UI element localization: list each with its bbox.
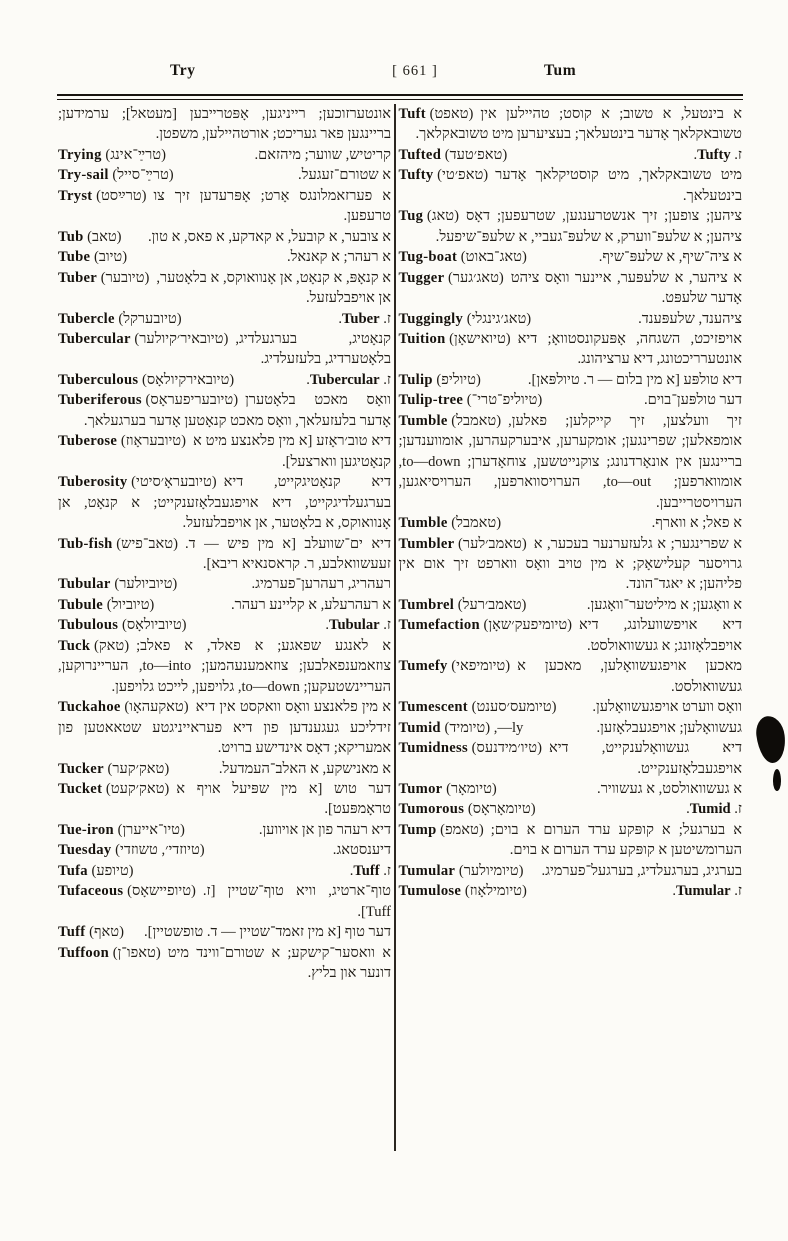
headword-text: Tulip: [398, 371, 433, 388]
entry-cross-reference: Tuber: [342, 310, 380, 327]
entry-definition: א לאנגע שפאגע; א פאלד, א פאלב; צוזאמענפאלבען; צוזאמענעהמען; to—into, העריינרוקען, העריינשטעקען; to—down, גלויפען, לייכט גלויפען.: [58, 637, 391, 695]
entry-definition: ציהענד, שלעפּענד.: [638, 310, 742, 327]
dictionary-entry: [58, 881, 391, 922]
entry-transliteration: (טיוביולער): [110, 576, 178, 593]
entry-definition: ז. Tumular.: [672, 883, 742, 900]
ink-blot-large: [754, 714, 788, 764]
entry-transliteration: (טיובאירקיולאָס): [138, 371, 235, 388]
headword-text: Tuesday: [58, 842, 112, 859]
entry-headword: [58, 861, 134, 881]
headword-text: Tumorous: [398, 801, 465, 818]
headword-text: Tuition: [398, 330, 446, 347]
entry-transliteration: (טיומיפאי): [447, 658, 511, 675]
entry-headword: [399, 165, 489, 185]
entry-transliteration: (טיואישאָן): [445, 330, 511, 347]
dictionary-entry: [399, 615, 743, 656]
entry-transliteration: (טיומילאָוז): [461, 883, 527, 900]
dictionary-entry: [58, 820, 391, 840]
dictionary-entry: [399, 309, 743, 329]
headword-text: Tue-iron: [58, 821, 114, 838]
headword-text: Tuber: [58, 269, 98, 286]
headword-text: Tug: [398, 208, 424, 225]
headword-text: Tumidness: [398, 740, 468, 757]
entry-headword: [399, 779, 497, 799]
dictionary-entry: [399, 104, 743, 145]
headword-text: Trying: [58, 146, 102, 163]
entry-headword: [399, 104, 474, 124]
entry-definition: דער טוש [א מין שפּיעל אויף א טראָמפּעט].: [176, 780, 391, 818]
headword-text: Tuft: [398, 106, 426, 122]
dictionary-entry: [399, 779, 743, 799]
headword-text: Tumulose: [398, 883, 462, 900]
entry-headword: [58, 247, 127, 267]
entry-definition: א קנאָפּ, א קנאָט, אן אָנוואוקס, א בלאָטער, אן אויפבלעזעל.: [156, 269, 391, 307]
entry-headword: [399, 370, 481, 390]
right-column: [399, 104, 743, 1151]
dictionary-entry: [58, 574, 391, 594]
entry-headword: [58, 370, 234, 390]
entry-headword: [58, 881, 196, 901]
entry-transliteration: (טיוליפ): [432, 371, 481, 388]
entry-definition: א מין פלאנצע וואָס וואקסט אין דיא זידליכע געגענדען פון דיא פעראייניגטע שטאאטען פון אמעריקא; דאָס אינדישע ברויט.: [58, 699, 391, 757]
headword-text: Tuberosity: [58, 474, 128, 491]
entry-transliteration: (טאמפ): [436, 821, 484, 838]
entry-definition: קריטיש, שווער; מיהזאם.: [254, 146, 391, 163]
entry-headword: [399, 247, 527, 267]
headword-text: Tubercle: [58, 310, 115, 327]
dictionary-entry: [58, 268, 391, 309]
headword-text: Tuberculous: [58, 371, 139, 388]
dictionary-entry: [58, 104, 391, 145]
headword-text: Tuckahoe: [58, 699, 121, 716]
entry-cross-reference: Tubular: [329, 617, 380, 634]
entry-headword: [58, 186, 146, 206]
dictionary-entry: [58, 861, 391, 881]
entry-headword: [399, 861, 524, 881]
headword-text: Tumefaction: [398, 617, 480, 634]
entry-definition: אונטערזוכען; רייניגען, אָפּטרייבען [מעטאל]; ערמידען; בריינגען פאר געריכט; אורטהיילען, משפטן.: [58, 106, 391, 143]
entry-headword: [58, 574, 177, 594]
entry-transliteration: (טיו־אייערן): [113, 821, 185, 838]
entry-headword: [399, 820, 484, 840]
dictionary-entry: [58, 165, 391, 185]
entry-headword: [399, 329, 511, 349]
entry-definition: ז. Tubercular.: [306, 371, 391, 388]
entry-transliteration: (טאמבל): [447, 515, 502, 532]
entry-headword: [58, 595, 154, 615]
entry-definition: א שפרינגער; א גלעזערנער בעכער, א גרויסער קעלישאָק; א מין טויב וואָס ווארפט זיך אום אין פליהען; א יאגד־הונד.: [398, 535, 742, 593]
entry-headword: [399, 799, 536, 819]
entry-transliteration: (טאב): [83, 228, 122, 245]
entry-headword: [58, 820, 185, 840]
entry-transliteration: (טיובעריפעראָס): [141, 392, 239, 409]
entry-headword: [399, 268, 504, 288]
entry-transliteration: (טאב־פיש): [112, 535, 178, 552]
entry-definition: א בערגעל; א קופּקע ערד הערום א בוים; הערומשיטען א קופּקע ערד הערום א בוים.: [490, 821, 742, 859]
entry-definition: א רעהר; א קאנאל.: [286, 249, 391, 266]
dictionary-entry: [58, 615, 391, 635]
headword-text: Tuck: [58, 637, 91, 654]
headword-text: Tubulous: [58, 617, 119, 634]
dictionary-entry: [58, 390, 391, 431]
entry-transliteration: (טאק): [90, 637, 130, 654]
entry-headword: [58, 779, 169, 799]
headword-text: Tumular: [398, 862, 456, 879]
dictionary-entry: [399, 534, 743, 595]
entry-transliteration: (טאקעהאָו): [120, 699, 189, 716]
entry-headword: [399, 615, 573, 635]
entry-headword: [58, 697, 189, 717]
entry-definition: ז. Tumid.: [686, 801, 742, 818]
entry-headword: [399, 697, 557, 717]
headword-text: Tumble: [398, 515, 448, 532]
dictionary-entry: [399, 799, 743, 819]
entry-definition: מאכען אויפגעשוואָלען, מאכען א געשוואולסט.: [517, 658, 742, 695]
dictionary-entry: [58, 534, 391, 575]
entry-headword: [399, 309, 532, 329]
entry-cross-reference: Tuff: [353, 862, 380, 879]
dictionary-entry: [58, 145, 391, 165]
entry-transliteration: (טיומיולער): [455, 862, 524, 879]
dictionary-entry: [58, 370, 391, 390]
entry-transliteration: (טיוזדי׳, טשוזדי): [111, 842, 205, 859]
entry-definition: דיא טוב׳ראָזע [א מין פלאנצע מיט א קנאָטיגען ווארצעל].: [192, 433, 391, 470]
entry-definition: א ציהער, א שלעפּער, איינער וואָס ציהט אָדער שלעפּט.: [510, 269, 742, 307]
entry-transliteration: (טאף): [85, 924, 124, 941]
headword-text: Tump: [398, 821, 437, 838]
entry-definition: טוף־ארטיג, וויא טוף־שטיין [ז. Tuff].: [202, 883, 391, 920]
guide-word-right: Tum: [544, 62, 577, 79]
entry-definition: וואָס מאכט בלאָטערן אָדער בלעזעלאך, וואָס מאכט קנאָטען אָדער בערגעלאך.: [83, 392, 391, 429]
dictionary-entry: [399, 206, 743, 247]
headword-text: Tumid: [398, 719, 441, 736]
entry-transliteration: (טיובער): [97, 269, 150, 286]
dictionary-entry: [58, 329, 391, 370]
headword-text: Tumbler: [398, 535, 455, 552]
entry-transliteration: (טרײַסט): [92, 187, 147, 204]
ink-blot-small: [773, 769, 781, 791]
entry-definition: דיא טולפּע [א מין בלום — ר. טיולפּאן].: [527, 371, 742, 388]
entry-transliteration: (טאג־באוט): [457, 249, 527, 266]
entry-headword: [399, 881, 527, 901]
entry-headword: [58, 390, 238, 410]
headword-text: Tumescent: [398, 699, 468, 716]
entry-transliteration: (טיו׳מידנעס): [468, 740, 542, 757]
dictionary-entry: [399, 656, 743, 697]
entry-headword: [399, 718, 524, 738]
entry-definition: א צובער, א קובעל, א קאדקע, א פאס, א טון.: [148, 228, 391, 245]
dictionary-entry: [399, 513, 743, 533]
entry-transliteration: (טיוב): [90, 249, 128, 266]
entry-definition: ז. Tuber.: [338, 310, 391, 327]
dictionary-entry: [58, 431, 391, 472]
headword-text: Tube: [58, 249, 91, 266]
entry-headword: [399, 738, 542, 758]
entry-transliteration: (טאמב׳רעל): [454, 596, 527, 613]
entry-transliteration: (טיומעס׳סענט): [467, 699, 557, 716]
headword-text: Tulip-tree: [398, 392, 464, 409]
headword-text: Tucker: [58, 760, 104, 777]
entry-headword: [58, 615, 187, 635]
entry-headword: [399, 411, 502, 431]
entry-definition: דיא ים־שוועלב [א מין פיש — ד. זעעשוואלבע, ר. קראסנאיא ריבא].: [185, 535, 391, 572]
entry-transliteration: (טאפט): [425, 106, 474, 122]
dictionary-entry: [399, 370, 743, 390]
entry-cross-reference: Tubercular: [309, 371, 380, 388]
entry-definition: זיך וועלצען, זיך קייקלען; פאלען, אומפאלען; שפרינגען; אומקערען, איבערקעהרען, אומווענדען; בריינגען אין אונאָרדנונג; צוקנייטשען, צוחאָדערן; to—down, אומווארפען; to—out, הערויסווארפען, הערויסיאגען, הערויסטרייבען.: [398, 412, 742, 511]
entry-definition: ז. Tufty.: [693, 146, 742, 163]
entry-transliteration: (טיופע): [87, 862, 134, 879]
entry-headword: [58, 268, 149, 288]
dictionary-entry: [58, 636, 391, 697]
entry-headword: [58, 636, 129, 656]
dictionary-entry: [58, 186, 391, 227]
entry-headword: [399, 595, 527, 615]
headword-text: Tucket: [58, 780, 103, 797]
dictionary-entry: [399, 411, 743, 513]
headword-text: Tugger: [398, 269, 445, 286]
entry-headword: [58, 227, 122, 247]
entry-definition: דיענסטאג.: [332, 842, 391, 859]
dictionary-entry: [399, 390, 743, 410]
entry-definition: דער טוף [א מין זאמד־שטיין — ד. טופשטיין].: [144, 924, 391, 941]
entry-definition: דיא אויפשוועלונג, דיא אויפבלאָזונג; א געשוואולסט.: [579, 617, 742, 654]
entry-transliteration: (טיובעראָוז): [117, 433, 186, 450]
headword-text: Tryst: [58, 187, 93, 204]
entry-headword: [58, 472, 217, 492]
entry-headword: [58, 943, 161, 963]
entry-definition: ציהען; צופען; זיך אנשטרענגען, שטרעפען; דאָס ציהען; א שלעפּ־ווערק, א שלעפּ־געביי, א שלעפּ־שיפעל.: [435, 208, 742, 245]
entry-definition: וואָס ווערט אויפגעשוואָלען.: [592, 699, 742, 716]
entry-definition: דיא געשוואָלענקייט, דיא אויפגעבלאָזענקייט.: [548, 740, 742, 777]
headword-text: Tumefy: [398, 658, 448, 675]
dictionary-entry: [58, 759, 391, 779]
entry-transliteration: (טאפו־ן): [109, 944, 161, 961]
dictionary-entry: [399, 738, 743, 779]
entry-transliteration: (טיוליפ־טרי־): [463, 392, 543, 409]
entry-transliteration: (טיומיד) ,—ly: [440, 719, 524, 736]
text-columns: [58, 104, 742, 1151]
entry-definition: דער טולפּען־בוים.: [643, 392, 742, 409]
headword-text: Tufa: [58, 862, 88, 879]
dictionary-entry: [399, 268, 743, 309]
dictionary-entry: [399, 329, 743, 370]
dictionary-entry: [58, 779, 391, 820]
entry-definition: א וואָגען; א מיליטער־וואָגען.: [586, 596, 742, 613]
entry-definition: א ציה־שיף, א שלעפּ־שיף.: [598, 249, 742, 266]
entry-transliteration: (טיוביולאָס): [118, 617, 187, 634]
headword-text: Tubular: [58, 576, 111, 593]
headword-text: Tuberiferous: [58, 392, 142, 409]
entry-headword: [58, 534, 178, 554]
entry-transliteration: (טאג): [423, 208, 459, 225]
dictionary-entry: [58, 227, 391, 247]
entry-transliteration: (טיומיפעק׳שאָן): [479, 617, 573, 634]
dictionary-entry: [399, 881, 743, 901]
dictionary-entry: [399, 165, 743, 206]
headword-text: Try-sail: [58, 167, 109, 184]
entry-definition: א רעהרעלע, א קליינע רעהר.: [230, 596, 391, 613]
entry-transliteration: (טיומאָר): [442, 780, 497, 797]
dictionary-entry: [58, 840, 391, 860]
entry-definition: א מאנישקע, א האלב־העמדעל.: [218, 760, 391, 777]
entry-definition: א פערזאמלונגס אָרט; אָפּרעדען זיך צו טרעפען.: [153, 187, 391, 225]
headword-text: Tub-fish: [58, 535, 113, 552]
headword-text: Tufty: [398, 167, 434, 184]
column-divider-rule: [394, 104, 396, 1151]
entry-transliteration: (טיומאָראָס): [464, 801, 536, 818]
entry-headword: [58, 329, 228, 349]
entry-transliteration: (טאמבל): [447, 412, 502, 429]
dictionary-entry: [399, 595, 743, 615]
headword-text: Tufted: [398, 146, 442, 163]
dictionary-entry: [58, 943, 391, 984]
dictionary-entry: [399, 247, 743, 267]
entry-definition: א שטורם־זעגעל.: [297, 167, 391, 184]
left-column: [58, 104, 391, 1151]
entry-transliteration: (טאג׳גינגלי): [463, 310, 532, 327]
entry-headword: [58, 165, 174, 185]
dictionary-entry: [399, 145, 743, 165]
entry-definition: ז. Tuff.: [349, 862, 391, 879]
entry-definition: מיט טשובאקלאך, מיט קוסטיקלאך אָדער בינטעלאך.: [495, 167, 742, 204]
entry-headword: [399, 656, 511, 676]
entry-transliteration: (טיובאיר׳קיולער): [130, 330, 229, 347]
entry-transliteration: (טיופיישאָס): [123, 883, 196, 900]
headword-text: Tub: [58, 228, 84, 245]
entry-definition: רעהריג, רעהרען־פערמיג.: [251, 576, 391, 593]
entry-transliteration: (טאפ׳טי): [433, 167, 489, 184]
entry-headword: [399, 513, 502, 533]
dictionary-entry: [58, 595, 391, 615]
entry-definition: א געשוואולסט, א געשוויר.: [597, 780, 742, 797]
entry-transliteration: (טרײַ־סייל): [108, 167, 174, 184]
entry-definition: דיא קנאָטיגקייט, דיא בערגעלדיגקייט, דיא אויפגעבלאָזענקייט; א קנאָט, אן אָנוואוקס, א בלאָטער, אן אויפבלעזעל.: [58, 474, 391, 532]
entry-transliteration: (טרײַ־אינג): [101, 146, 166, 163]
entry-transliteration: (טאמב׳לער): [454, 535, 527, 552]
headword-text: Tuffoon: [58, 944, 110, 961]
entry-headword: [58, 840, 205, 860]
dictionary-entry: [58, 472, 391, 533]
headword-text: Tuff: [58, 924, 86, 941]
dictionary-entry: [58, 922, 391, 942]
entry-headword: [58, 759, 169, 779]
headword-text: Tufaceous: [58, 883, 124, 900]
entry-definition: ז. Tubular.: [325, 617, 391, 634]
entry-cross-reference: Tufty: [697, 146, 731, 163]
entry-transliteration: (טאק׳קעט): [102, 780, 170, 797]
entry-transliteration: (טיובעראָ׳סיטי): [127, 474, 217, 491]
headword-text: Tubercular: [58, 330, 131, 347]
entry-transliteration: (טאק׳קער): [103, 760, 170, 777]
entry-headword: [58, 309, 182, 329]
entry-cross-reference: Tumid: [689, 801, 731, 818]
dictionary-entry: [399, 697, 743, 717]
headword-text: Tumor: [398, 780, 443, 797]
entry-definition: א וואסער־קישקע; א שטורם־ווינד מיט דונער און בליץ.: [167, 944, 391, 982]
entry-cross-reference: Tumular: [676, 883, 731, 900]
entry-headword: [58, 431, 186, 451]
entry-definition: בערגיג, בערגעלדיג, בערגעל־פערמיג.: [541, 862, 742, 879]
dictionary-entry: [399, 861, 743, 881]
entry-transliteration: (טיוביול): [103, 596, 155, 613]
headword-text: Tumbrel: [398, 596, 455, 613]
entry-definition: אויפזיכט, השגחה, אָפּעקונסטוואָ; דיא אונטערריכטונג, דיא ערציהונג.: [517, 330, 742, 368]
entry-headword: [399, 534, 527, 554]
entry-headword: [58, 145, 166, 165]
entry-headword: [399, 206, 460, 226]
headword-text: Tug-boat: [398, 249, 458, 266]
page-number: [ 661 ]: [392, 63, 438, 79]
entry-definition: א בינטעל, א טשוב; א קוסט; טהיילען אין טשובאקלאך אָדער בינטעלאך; בעציערען מיט טשובאקלאך.: [415, 106, 742, 143]
entry-transliteration: (טאג׳גער): [444, 269, 504, 286]
entry-definition: א פאל; א ווארף.: [651, 515, 742, 532]
entry-definition: קנאָטיג, בערגעלדיג, בלאָטערדיג, בלעזעלדיג.: [235, 330, 391, 368]
dictionary-entry: [399, 718, 743, 738]
header-rule: [57, 94, 743, 100]
dictionary-entry: [58, 247, 391, 267]
guide-word-left: Try: [170, 62, 196, 79]
entry-headword: [399, 145, 508, 165]
headword-text: Tubule: [58, 596, 104, 613]
entry-transliteration: (טאפ׳טעד): [441, 146, 508, 163]
headword-text: Tuggingly: [398, 310, 464, 327]
dictionary-entry: [58, 697, 391, 758]
dictionary-entry: [58, 309, 391, 329]
entry-transliteration: (טיובערקל): [114, 310, 182, 327]
entry-definition: געשוואָלען; אויפגעבלאָזען.: [596, 719, 742, 736]
entry-headword: [58, 922, 124, 942]
entry-headword: [399, 390, 543, 410]
dictionary-entry: [399, 820, 743, 861]
headword-text: Tumble: [398, 412, 448, 429]
entry-definition: דיא רעהר פון אן אויווען.: [258, 821, 391, 838]
headword-text: Tuberose: [58, 433, 118, 450]
running-head: [58, 62, 742, 86]
